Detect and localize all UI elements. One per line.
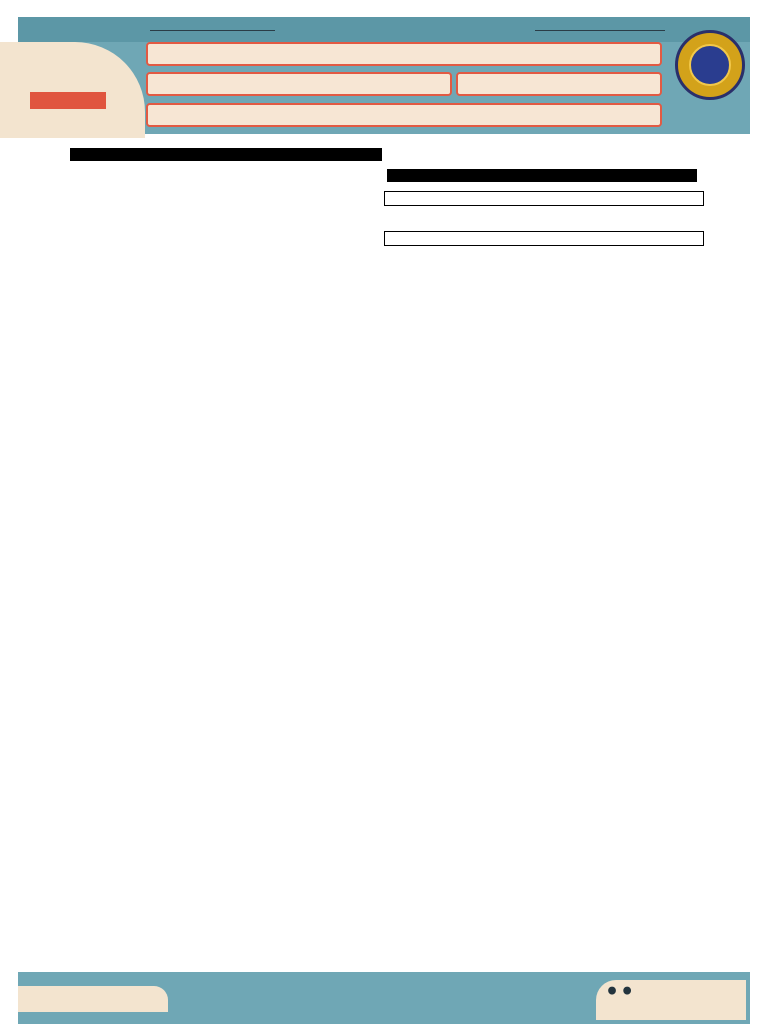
date-field — [456, 72, 662, 96]
logo-medicine-text — [30, 92, 106, 109]
section-1-heading — [387, 169, 697, 182]
college-seal-icon — [675, 30, 745, 100]
section-1b-heading — [384, 231, 704, 246]
lecturer-field — [146, 72, 452, 96]
transcribers-field — [146, 103, 662, 127]
outline-heading — [70, 148, 382, 161]
document-footer — [0, 968, 768, 1024]
header-rule-left — [150, 30, 275, 31]
section-1a-heading — [384, 191, 704, 206]
batch-logo — [0, 42, 145, 138]
footer-logo-text: •• — [605, 979, 636, 1005]
right-column — [390, 148, 704, 446]
document-header — [0, 0, 768, 140]
title-field — [146, 42, 662, 66]
header-rule-right — [535, 30, 665, 31]
glycogen-structure-diagram — [404, 278, 694, 438]
left-column — [70, 148, 382, 192]
